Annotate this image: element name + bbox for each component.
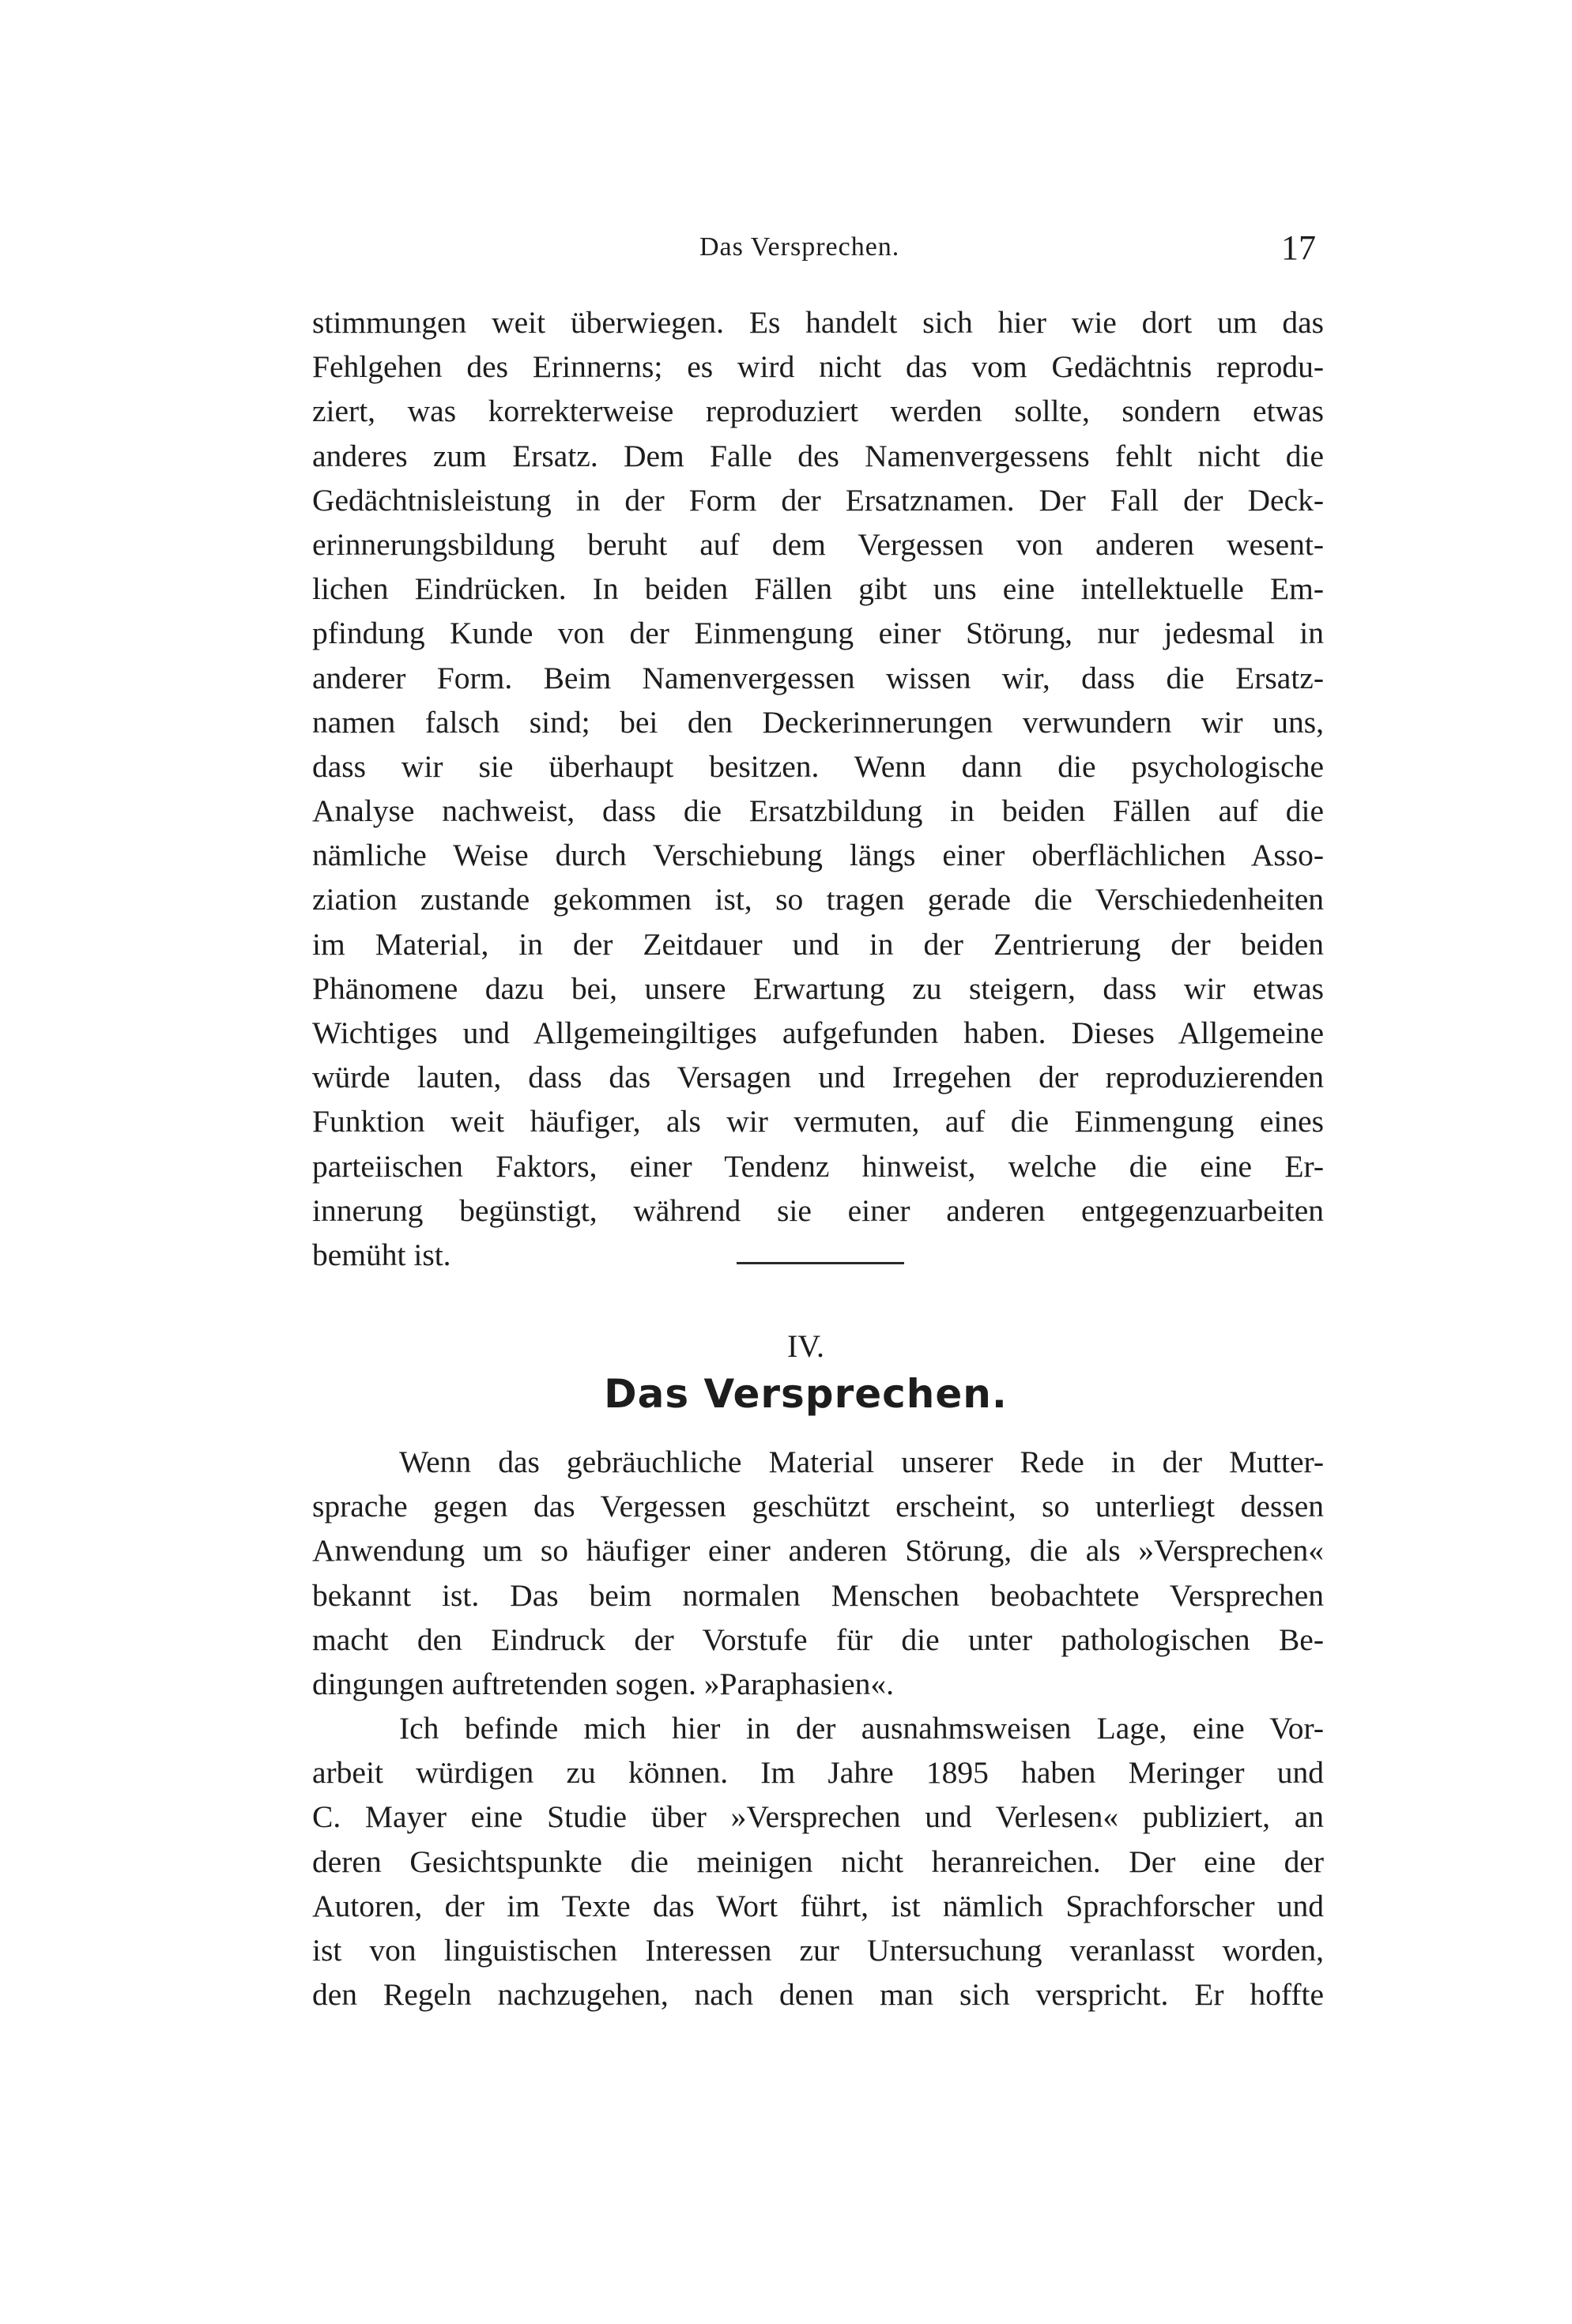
text-line: innerung begünstigt, während sie einer anderen entgegenzuarbeiten [312,1192,1324,1228]
section-divider [737,1262,904,1264]
text-line: würde lauten, dass das Versagen und Irregehen der reproduzierenden [312,1060,1324,1095]
section-title: Das Versprechen. [604,1371,1008,1417]
text-line: Autoren, der im Texte das Wort führt, ist nämlich Sprachforscher und [312,1888,1324,1923]
text-line: im Material, in der Zeitdauer und in der Zentrierung der beiden [312,926,1324,962]
text-line: dass wir sie überhaupt besitzen. Wenn dann die psychologische [312,748,1324,784]
text-line: Wichtiges und Allgemeingiltiges aufgefunden haben. Dieses Allgemeine [312,1015,1324,1050]
text-line: sprache gegen das Vergessen geschützt erscheint, so unterliegt dessen [312,1489,1324,1524]
text-line: ziation zustande gekommen ist, so tragen gerade die Verschiedenheiten [312,882,1324,917]
text-line: Fehlgehen des Erinnerns; es wird nicht das vom Gedächtnis reprodu- [312,349,1324,385]
text-line: Anwendung um so häufiger einer anderen Störung, die als »Versprechen« [312,1533,1324,1569]
running-title: Das Versprechen. [699,232,900,262]
text-line: ziert, was korrekterweise reproduziert werden sollte, sondern etwas [312,394,1324,429]
text-line: arbeit würdigen zu können. Im Jahre 1895 haben Meringer und [312,1755,1324,1791]
text-line: bekannt ist. Das beim normalen Menschen beobachtete Versprechen [312,1577,1324,1613]
text-line: bemüht ist. [312,1237,451,1272]
text-line: den Regeln nachzugehen, nach denen man sich verspricht. Er hoffte [312,1977,1324,2013]
text-line: anderes zum Ersatz. Dem Falle des Namenvergessens fehlt nicht die [312,438,1324,473]
paragraph-1 [312,300,1324,1277]
page-number: 17 [1281,228,1316,267]
section-number: IV. [786,1328,825,1364]
text-line: C. Mayer eine Studie über »Versprechen und Verlesen« publiziert, an [312,1799,1324,1835]
text-line: stimmungen weit überwiegen. Es handelt sich hier wie dort um das [312,305,1324,340]
text-line: lichen Eindrücken. In beiden Fällen gibt uns eine intellektuelle Em- [312,571,1324,607]
text-line: Phänomene dazu bei, unsere Erwartung zu steigern, dass wir etwas [312,970,1324,1006]
text-line: Gedächtnisleistung in der Form der Ersatznamen. Der Fall der Deck- [312,482,1324,518]
running-head [312,228,1340,275]
text-line: dingungen auftretenden sogen. »Paraphasien«. [312,1666,895,1701]
text-line: nämliche Weise durch Verschiebung längs einer oberflächlichen Asso- [312,838,1324,873]
text-line: pfindung Kunde von der Einmengung einer Störung, nur jedesmal in [312,616,1324,651]
text-line: anderer Form. Beim Namenvergessen wissen wir, dass die Ersatz- [312,660,1324,695]
text-line: macht den Eindruck der Vorstufe für die unter pathologischen Be- [312,1622,1324,1657]
text-line: Funktion weit häufiger, als wir vermuten, auf die Einmengung eines [312,1104,1324,1139]
text-line: parteiischen Faktors, einer Tendenz hinweist, welche die eine Er- [312,1148,1324,1184]
text-line: Ich befinde mich hier in der ausnahmsweisen Lage, eine Vor- [399,1711,1324,1746]
text-line: deren Gesichtspunkte die meinigen nicht heranreichen. Der eine der [312,1844,1324,1879]
text-line: erinnerungsbildung beruht auf dem Vergessen von anderen wesent- [312,526,1324,562]
text-line: Analyse nachweist, dass die Ersatzbildung in beiden Fällen auf die [312,793,1324,829]
text-line: namen falsch sind; bei den Deckerinnerungen verwundern wir uns, [312,704,1324,740]
text-line: ist von linguistischen Interessen zur Untersuchung veranlasst worden, [312,1932,1324,1968]
paragraph-2 [312,1440,1324,1706]
paragraph-3 [312,1706,1324,2017]
text-line: Wenn das gebräuchliche Material unserer Rede in der Mutter- [399,1444,1324,1479]
